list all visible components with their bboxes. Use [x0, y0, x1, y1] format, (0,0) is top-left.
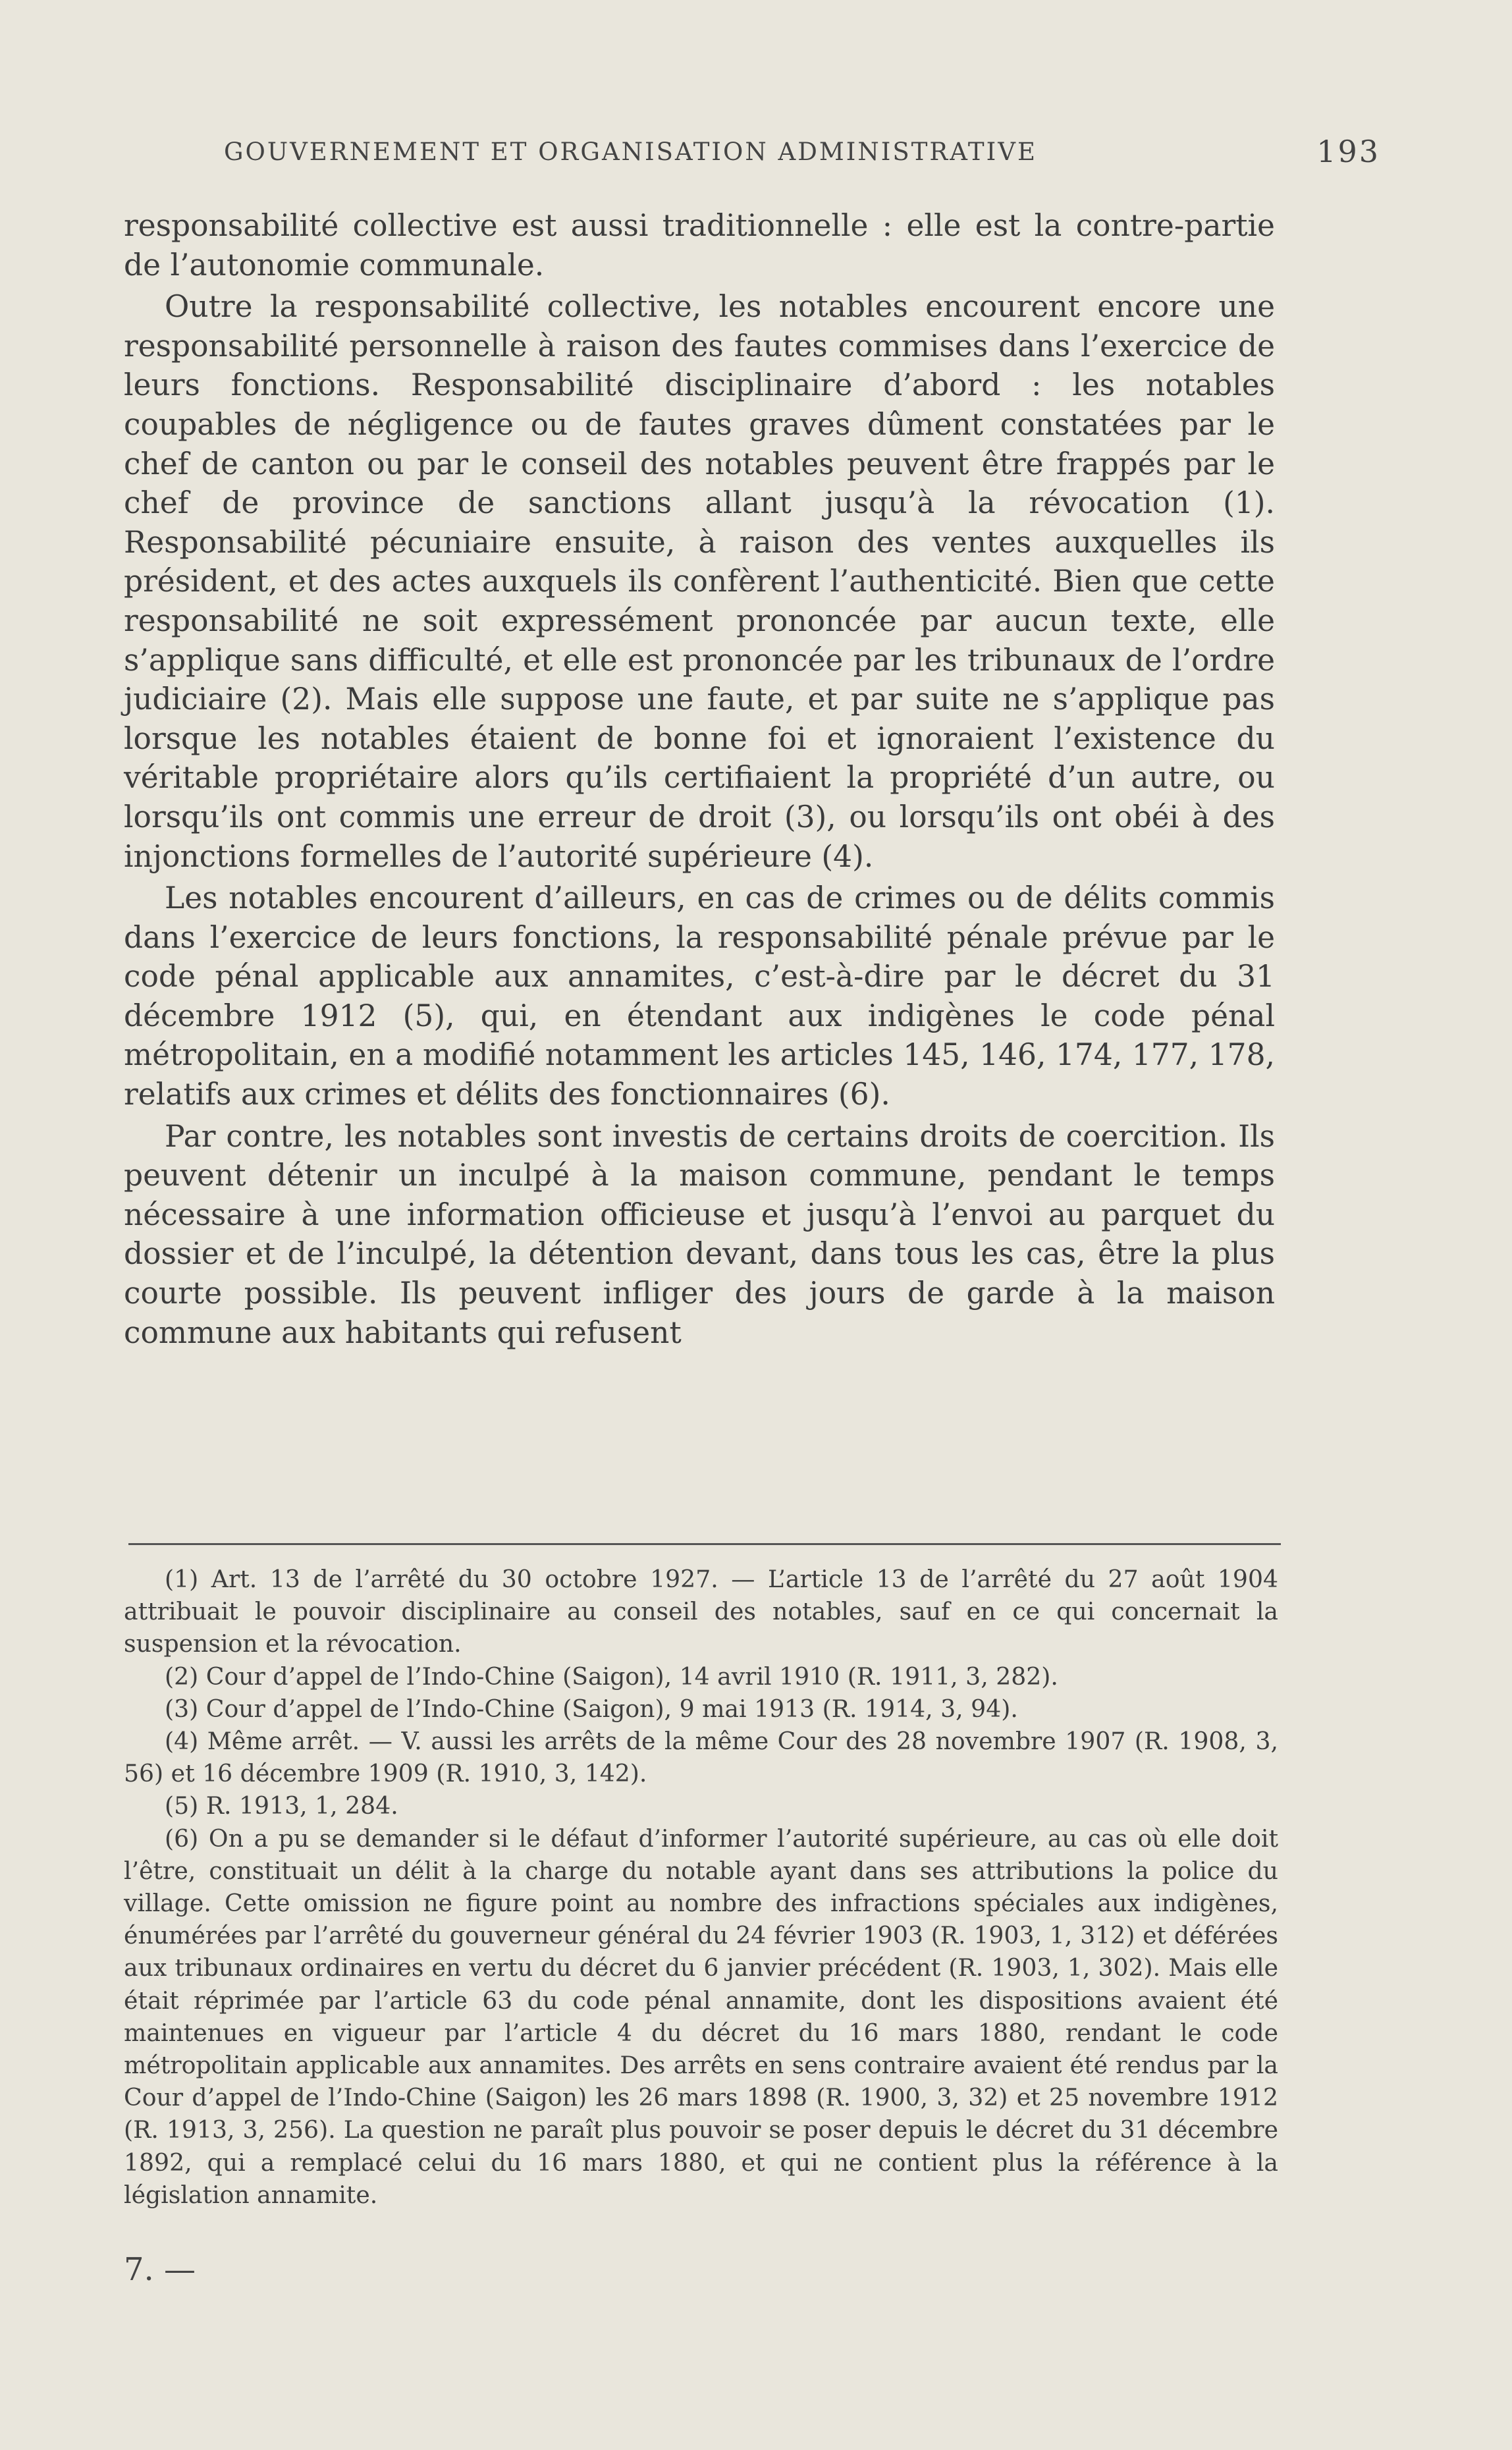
footnotes — [124, 1563, 1278, 2211]
paragraph: Par contre, les notables sont investis de certains droits de coercition. Ils peuvent détenir un inculpé à la maison commune, pendant le temps nécessaire à une information officieuse et jusqu’à l’envoi au parquet du dossier et de l’inculpé, la détention devant, dans tous les cas, être la plus courte possible. Ils peuvent infliger des jours de garde à la maison commune aux habitants qui refusent — [124, 1118, 1275, 1350]
footnote: (4) Même arrêt. — V. aussi les arrêts de la même Cour des 28 novembre 1907 (R. 1908, 3, 56) et 16 décembre 1909 (R. 1910, 3, 142). — [124, 1727, 1278, 1788]
footnote-divider — [128, 1543, 1281, 1545]
running-title: GOUVERNEMENT ET ORGANISATION ADMINISTRATIVE — [224, 137, 1037, 166]
paragraph: responsabilité collective est aussi traditionnelle : elle est la contre-partie de l’autonomie communale. — [124, 208, 1275, 283]
paragraph: Les notables encourent d’ailleurs, en cas de crimes ou de délits commis dans l’exercice de leurs fonctions, la responsabilité pénale prévue par le code pénal applicable aux annamites, c’est-à-dire par le décret du 31 décembre 1912 (5), qui, en étendant aux indigènes le code pénal métropolitain, en a modifié notamment les articles 145, 146, 174, 177, 178, relatifs aux crimes et délits des fonctionnaires (6). — [124, 881, 1275, 1112]
footnote: (2) Cour d’appel de l’Indo-Chine (Saigon), 14 avril 1910 (R. 1911, 3, 282). — [165, 1662, 1058, 1691]
footnote: (5) R. 1913, 1, 284. — [165, 1791, 398, 1820]
main-text — [124, 206, 1275, 1352]
footnote: (6) On a pu se demander si le défaut d’informer l’autorité supérieure, au cas où elle doit l’être, constituait un délit à la charge du notable ayant dans ses attributions la police du village. Cette omission ne figure point au nombre des infractions spéciales aux indigènes, énumérées par l’arrêté du gouverneur général du 24 février 1903 (R. 1903, 1, 312) et déférées aux tribunaux ordinaires en vertu du décret du 6 janvier précédent (R. 1903, 1, 302). Mais elle était réprimée par l’article 63 du code pénal annamite, dont les dispositions avaient été maintenues en vigueur par l’article 4 du décret du 16 mars 1880, rendant le code métropolitain applicable aux annamites. Des arrêts en sens contraire avaient été rendus par la Cour d’appel de l’Indo-Chine (Saigon) les 26 mars 1898 (R. 1900, 3, 32) et 25 novembre 1912 (R. 1913, 3, 256). La question ne paraît plus pouvoir se poser depuis le décret du 31 décembre 1892, qui a remplacé celui du 16 mars 1880, et qui ne contient plus la référence à la législation annamite. — [124, 1824, 1278, 2209]
footnote: (3) Cour d’appel de l’Indo-Chine (Saigon), 9 mai 1913 (R. 1914, 3, 94). — [165, 1694, 1018, 1723]
running-header — [125, 132, 1380, 171]
page-number: 193 — [1316, 134, 1380, 169]
signature-mark: 7. — — [124, 2251, 196, 2288]
paragraph: Outre la responsabilité collective, les notables encourent encore une responsabilité personnelle à raison des fautes commises dans l’exercice de leurs fonctions. Responsabilité disciplinaire d’abord : les notables coupables de négligence ou de fautes graves dûment constatées par le chef de canton ou par le conseil des notables peuvent être frappés par le chef de province de sanctions allant jusqu’à la révocation (1). Responsabilité pécuniaire ensuite, à raison des ventes auxquelles ils président, et des actes auxquels ils confèrent l’authenticité. Bien que cette responsabilité ne soit expressément prononcée par aucun texte, elle s’applique sans difficulté, et elle est prononcée par les tribunaux de l’ordre judiciaire (2). Mais elle suppose une faute, et par suite ne s’applique pas lorsque les notables étaient de bonne foi et ignoraient l’existence du véritable propriétaire alors qu’ils certifiaient la propriété d’un autre, ou lorsqu’ils ont commis une erreur de droit (3), ou lorsqu’ils ont obéi à des injonctions formelles de l’autorité supérieure (4). — [124, 289, 1275, 874]
footnote: (1) Art. 13 de l’arrêté du 30 octobre 1927. — L’article 13 de l’arrêté du 27 août 1904 attribuait le pouvoir disciplinaire au conseil des notables, sauf en ce qui concernait la suspension et la révocation. — [124, 1565, 1278, 1658]
